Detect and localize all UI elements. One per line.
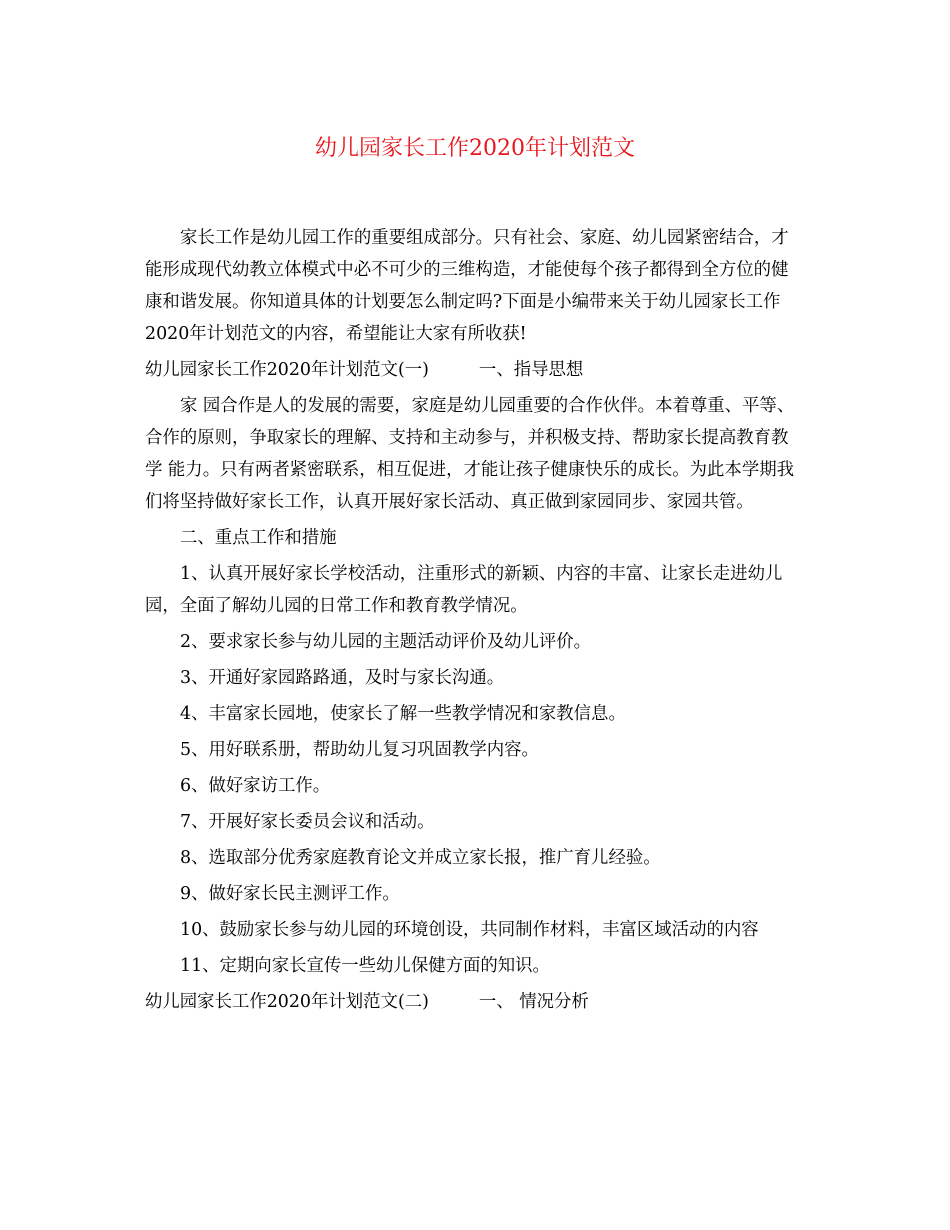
list-item: 4、丰富家长园地，使家长了解一些教学情况和家教信息。 (180, 704, 626, 724)
section2-line (145, 986, 805, 1018)
section1-heading2: 二、重点工作和措施 (180, 528, 337, 548)
list-item: 1、认真开展好家长学校活动，注重形式的新颖、内容的丰富、让家长走进幼儿园，全面了解幼儿园的日常工作和教育教学情况。 (145, 564, 783, 616)
list-item: 7、开展好家长委员会议和活动。 (180, 812, 435, 832)
intro-paragraph: 家长工作是幼儿园工作的重要组成部分。只有社会、家庭、幼儿园紧密结合，才能形成现代幼教立体模式中必不可少的三维构造，才能使每个孩子都得到全方位的健康和谐发展。你知道具体的计划要怎么制定吗?下面是小编带来关于幼儿园家长工作2020年计划范文的内容，希望能让大家有所收获! (145, 228, 789, 344)
section1-heading1: 一、指导思想 (478, 360, 584, 380)
section1-paragraph1: 家 园合作是人的发展的需要，家庭是幼儿园重要的合作伙伴。本着尊重、平等、合作的原则，争取家长的理解、支持和主动参与，并积极支持、帮助家长提高教育教学 能力。只有两者紧密联系，相互促进，才能让孩子健康快乐的成长。为此本学期我们将坚持做好家长工作，认真开展好家长活动、真正做到家园同步、家园共管。 (145, 396, 795, 512)
list-item: 8、选取部分优秀家庭教育论文并成立家长报，推广育儿经验。 (180, 848, 661, 868)
list-item: 11、定期向家长宣传一些幼儿保健方面的知识。 (180, 956, 550, 976)
document-body (145, 222, 805, 1022)
list-item: 9、做好家长民主测评工作。 (180, 884, 400, 904)
list-item: 6、做好家访工作。 (180, 776, 331, 796)
section2-heading1: 一、 情况分析 (478, 992, 589, 1012)
list-item: 2、要求家长参与幼儿园的主题活动评价及幼儿评价。 (180, 632, 592, 652)
list-item: 3、开通好家园路路通，及时与家长沟通。 (180, 668, 505, 688)
list-item: 10、鼓励家长参与幼儿园的环境创设，共同制作材料，丰富区域活动的内容 (180, 920, 759, 940)
section1-title: 幼儿园家长工作2020年计划范文(一) (145, 360, 429, 380)
document-title: 幼儿园家长工作2020年计划范文 (315, 136, 635, 161)
list-item: 5、用好联系册，帮助幼儿复习巩固教学内容。 (180, 740, 539, 760)
section2-title: 幼儿园家长工作2020年计划范文(二) (145, 992, 429, 1012)
section1-line (145, 354, 805, 386)
